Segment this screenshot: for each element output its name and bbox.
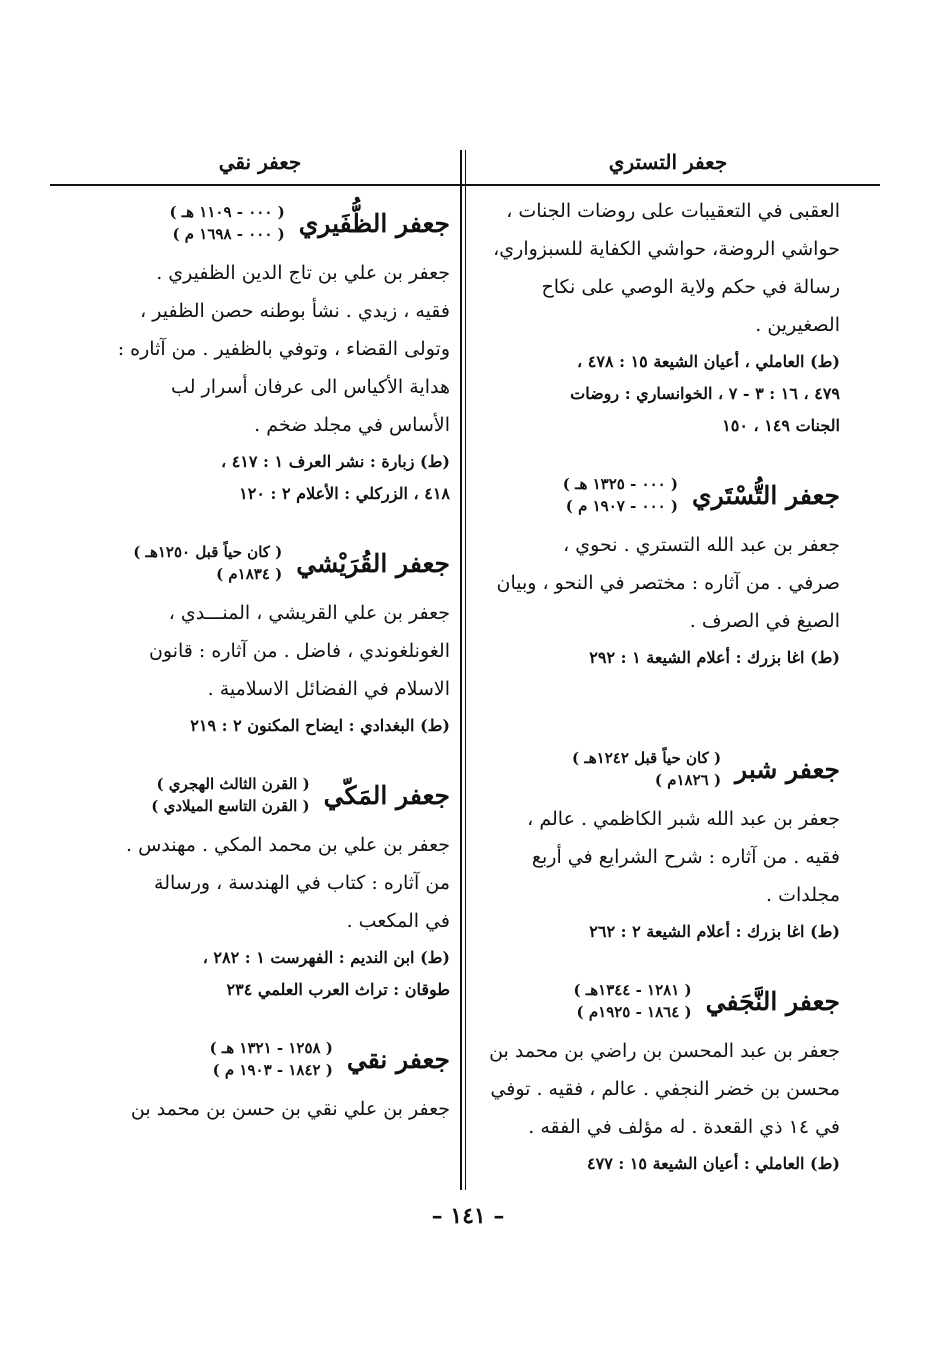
entry-name: جعفر النَّجَفي <box>705 986 840 1016</box>
entry-heading <box>75 192 450 254</box>
entry-line: رسالة في حكم ولاية الوصي على نكاح <box>541 276 840 298</box>
source-reference: (ط) اغا بزرك : أعلام الشيعة ١ : ٢٩٢ <box>589 648 840 667</box>
page-number: – ١٤١ – <box>431 1203 505 1229</box>
entry-najafi <box>475 970 840 1178</box>
entry-line: محسن بن خضر النجفي . عالم ، فقيه . توفي <box>490 1078 840 1100</box>
entry-dates <box>563 473 678 517</box>
entry-line: فقيه ، زيدي . نشأ بوطنه حصن الظفير ، <box>140 300 450 322</box>
entry-line: صرفي . من آثاره : مختصر في النحو ، وبيان <box>496 572 840 594</box>
source-reference: ٤٧٩ ، ١٦ : ٣ - ٧ ، الخوانساري : روضات <box>570 384 840 403</box>
entry-line: وتولى القضاء ، وتوفي بالظفير . من آثاره : <box>117 338 450 360</box>
century-hijri: ( القرن الثالث الهجري ) <box>156 775 310 793</box>
entry-zufayri <box>75 192 450 508</box>
gregorian-date: ( ٠٠٠ - ١٩٠٧ م ) <box>565 497 679 515</box>
entry-line: في ١٤ ذي القعدة . له مؤلف في الفقه . <box>528 1116 840 1138</box>
source-reference: ٤١٨ ، الزركلي : الأعلام ٢ : ١٢٠ <box>239 484 450 503</box>
entry-line: الأساس في مجلد ضخم . <box>254 414 450 436</box>
entry-naqi <box>75 1028 450 1128</box>
source-reference: (ط) العاملي ، أعيان الشيعة ١٥ : ٤٧٨ ، <box>577 352 840 371</box>
entry-shubbar <box>475 738 840 946</box>
entry-line: حواشي الروضة، حواشي الكفاية للسبزواري، <box>493 238 840 260</box>
entry-heading <box>75 1028 450 1090</box>
source-reference: طوقان : تراث العرب العلمي ٢٣٤ <box>226 980 450 999</box>
entry-line: العقبى في التعقيبات على روضات الجنات ، <box>506 200 840 222</box>
source-reference: (ط) العاملي : أعيان الشيعة ١٥ : ٤٧٧ <box>587 1154 840 1173</box>
source-reference: الجنات ١٤٩ ، ١٥٠ <box>722 416 840 435</box>
entry-dates <box>574 979 692 1023</box>
entry-dates <box>169 201 284 245</box>
source-reference: (ط) زبارة : نشر العرف ١ : ٤١٧ ، <box>220 452 450 471</box>
entry-line: في المكعب . <box>346 910 450 932</box>
entry-tustari <box>475 464 840 672</box>
left-column-header: جعفر نقي <box>218 150 302 174</box>
entry-name: جعفر شبر <box>735 754 840 784</box>
continuation-entry <box>475 192 840 440</box>
entry-line: من آثاره : كتاب في الهندسة ، ورسالة <box>154 872 450 894</box>
entry-line: الغونلغوندي ، فاضل . من آثاره : قانون <box>148 640 450 662</box>
entry-heading <box>75 764 450 826</box>
entry-heading <box>475 970 840 1032</box>
hijri-date: ( ١٢٨١ - ١٣٤٤هـ ) <box>573 981 692 999</box>
entry-name: جعفر المَكّي <box>323 780 450 810</box>
hijri-date: ( كان حياً قبل ١٢٥٠هـ ) <box>133 543 283 561</box>
entry-line: جعفر بن عبد المحسن بن راضي بن محمد بن <box>489 1040 840 1062</box>
gregorian-date: ( ١٨٢٦م ) <box>654 771 722 789</box>
right-column-header: جعفر التستري <box>608 150 728 174</box>
entry-line: هداية الأكياس الى عرفان أسرار لب <box>171 376 450 398</box>
entry-line: جعفر بن علي القريشي ، المنـــدي ، <box>168 602 450 624</box>
source-reference: (ط) اغا بزرك : أعلام الشيعة ٢ : ٢٦٢ <box>589 922 840 941</box>
entry-qurayshi <box>75 532 450 740</box>
column-divider-secondary <box>465 150 466 1190</box>
entry-heading <box>75 532 450 594</box>
gregorian-date: ( ١٨٣٤م ) <box>216 565 283 583</box>
entry-line: الاسلام في الفضائل الاسلامية . <box>207 678 450 700</box>
source-reference: (ط) ابن النديم : الفهرست ١ : ٢٨٢ ، <box>202 948 450 967</box>
century-gregorian: ( القرن التاسع الميلادي ) <box>151 797 310 815</box>
entry-name: جعفر الظُّفَيري <box>298 208 450 238</box>
hijri-date: ( ٠٠٠ - ١٣٢٥ هـ ) <box>562 475 679 493</box>
source-reference: (ط) البغدادي : ايضاح المكنون ٢ : ٢١٩ <box>190 716 450 735</box>
entry-name: جعفر القُرَيْشي <box>296 548 450 578</box>
gregorian-date: ( ١٨٤٢ - ١٩٠٣ م ) <box>212 1061 333 1079</box>
gregorian-date: ( ١٨٦٤ - ١٩٢٥م ) <box>576 1003 692 1021</box>
entry-line: الصيغ في الصرف . <box>689 610 840 632</box>
entry-line: الصغيرين . <box>755 314 840 336</box>
left-column <box>75 192 450 1128</box>
hijri-date: ( ٠٠٠ - ١١٠٩ هـ ) <box>169 203 285 221</box>
entry-makki <box>75 764 450 1004</box>
entry-heading <box>475 738 840 800</box>
entry-line: جعفر بن عبد الله التستري . نحوي ، <box>563 534 840 556</box>
entry-dates <box>572 747 721 791</box>
entry-dates <box>210 1037 333 1081</box>
hijri-date: ( كان حياً قبل ١٢٤٢هـ ) <box>572 749 722 767</box>
entry-line: جعفر بن علي بن تاج الدين الظفيري . <box>156 262 450 284</box>
entry-line: فقيه . من آثاره : شرح الشرايع في أربع <box>531 846 840 868</box>
hijri-date: ( ١٢٥٨ - ١٣٢١ هـ ) <box>209 1039 333 1057</box>
entry-name: جعفر التُّسْتَري <box>692 480 840 510</box>
entry-line: جعفر بن عبد الله شبر الكاظمي . عالم ، <box>527 808 840 830</box>
column-divider <box>460 150 462 1190</box>
entry-dates <box>133 541 282 585</box>
entry-name: جعفر نقي <box>346 1044 450 1074</box>
entry-line: مجلدات . <box>766 884 840 906</box>
entry-line: جعفر بن علي بن محمد المكي . مهندس . <box>126 834 450 856</box>
entry-heading <box>475 464 840 526</box>
right-column <box>475 192 840 1178</box>
entry-line: جعفر بن علي نقي بن حسن بن محمد بن <box>130 1098 450 1120</box>
gregorian-date: ( ٠٠٠ - ١٦٩٨ م ) <box>172 225 285 243</box>
entry-dates <box>151 773 309 817</box>
